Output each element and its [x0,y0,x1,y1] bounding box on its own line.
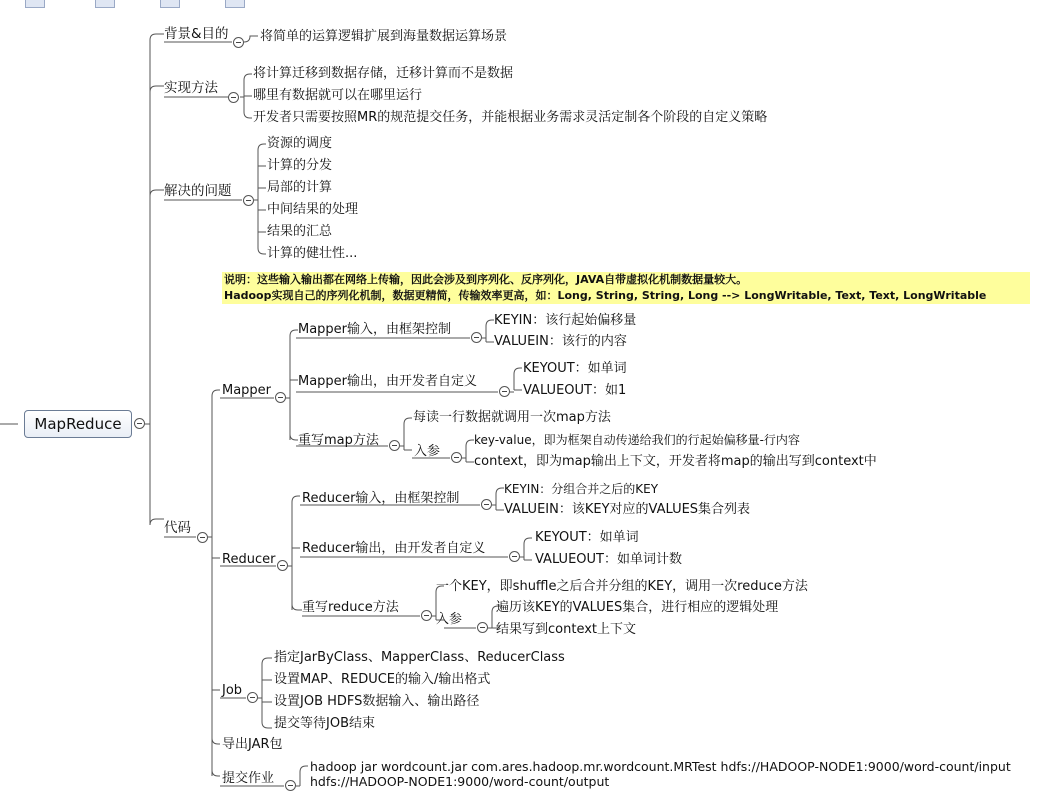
collapse-icon[interactable] [389,440,400,451]
collapse-icon[interactable] [247,692,258,703]
reducer-param-item[interactable]: 结果写到context上下文 [496,622,636,637]
collapse-icon[interactable] [243,195,254,206]
problem-item[interactable]: 中间结果的处理 [267,202,359,217]
problem-item[interactable]: 资源的调度 [267,136,333,151]
branch-problems[interactable]: 解决的问题 [164,183,232,199]
collapse-icon[interactable] [285,780,296,791]
collapse-icon[interactable] [277,560,288,571]
collapse-icon[interactable] [134,418,145,429]
collapse-icon[interactable] [471,332,482,343]
job-item[interactable]: 提交等待JOB结束 [274,716,375,731]
serialization-note [222,272,1030,304]
mapper-input-item[interactable]: KEYIN：该行起始偏移量 [494,313,637,328]
export-jar[interactable]: 导出JAR包 [222,737,283,752]
mapper-output-item[interactable]: KEYOUT：如单词 [523,361,627,376]
collapse-icon[interactable] [275,392,286,403]
reducer-input[interactable]: Reducer输入，由框架控制 [302,491,460,506]
mapper-output[interactable]: Mapper输出，由开发者自定义 [298,374,478,389]
root-node[interactable]: MapReduce [24,410,132,438]
problem-item[interactable]: 计算的健壮性... [267,246,358,261]
collapse-icon[interactable] [481,499,492,510]
collapse-icon[interactable] [509,551,520,562]
reducer-params-label[interactable]: 入参 [436,612,463,627]
job-item[interactable]: 设置JOB HDFS数据输入、输出路径 [274,694,480,709]
collapse-icon[interactable] [421,610,432,621]
mapper-override[interactable]: 重写map方法 [298,433,379,448]
reducer-output-item[interactable]: VALUEOUT：如单词计数 [535,552,682,567]
background-item[interactable]: 将简单的运算逻辑扩展到海量数据运算场景 [260,29,508,44]
reducer-param-item[interactable]: 遍历该KEY的VALUES集合，进行相应的逻辑处理 [496,600,779,615]
job-node[interactable]: Job [222,683,243,698]
problem-item[interactable]: 结果的汇总 [267,224,333,239]
method-item[interactable]: 哪里有数据就可以在哪里运行 [253,88,423,103]
reducer-node[interactable]: Reducer [222,552,276,567]
mapper-input-item[interactable]: VALUEIN：该行的内容 [494,334,627,349]
reducer-input-item[interactable]: KEYIN：分组合并之后的KEY [504,482,659,496]
collapse-icon[interactable] [499,386,510,397]
mapper-override-item[interactable]: 每读一行数据就调用一次map方法 [413,410,611,425]
reducer-output[interactable]: Reducer输出，由开发者自定义 [302,541,486,556]
job-item[interactable]: 指定JarByClass、MapperClass、ReducerClass [274,650,565,665]
mapper-params-label[interactable]: 入参 [414,444,441,459]
collapse-icon[interactable] [228,92,239,103]
reducer-output-item[interactable]: KEYOUT：如单词 [535,530,639,545]
mapper-param-item[interactable]: key-value，即为框架自动传递给我们的行起始偏移量-行内容 [474,433,800,447]
reducer-input-item[interactable]: VALUEIN：该KEY对应的VALUES集合列表 [504,502,751,517]
collapse-icon[interactable] [233,37,244,48]
mapper-output-item[interactable]: VALUEOUT：如1 [523,383,627,398]
reducer-override-item[interactable]: 一个KEY，即shuffle之后合并分组的KEY，调用一次reduce方法 [436,579,808,594]
collapse-icon[interactable] [197,532,208,543]
method-item[interactable]: 将计算迁移到数据存储，迁移计算而不是数据 [253,66,514,81]
submit-job[interactable]: 提交作业 [222,771,275,786]
problem-item[interactable]: 计算的分发 [267,158,333,173]
branch-code[interactable]: 代码 [164,520,191,536]
job-item[interactable]: 设置MAP、REDUCE的输入/输出格式 [274,672,491,687]
collapse-icon[interactable] [477,622,488,633]
mapper-input[interactable]: Mapper输入，由框架控制 [298,322,452,337]
mapper-param-item[interactable]: context，即为map输出上下文，开发者将map的输出写到context中 [474,454,877,469]
note-line: Hadoop实现自己的序列化机制，数据更精简，传输效率更高，如：Long, String, String, Long --> LongWritable, Text, Text, LongWritable [224,289,987,302]
reducer-override[interactable]: 重写reduce方法 [302,600,399,615]
submit-command-line[interactable]: hadoop jar wordcount.jar com.ares.hadoop.mr.wordcount.MRTest hdfs://HADOOP-NODE1:9000/word-count/input [310,759,1011,774]
submit-command-line[interactable]: hdfs://HADOOP-NODE1:9000/word-count/output [310,774,610,789]
branch-method[interactable]: 实现方法 [164,80,218,96]
mapper-node[interactable]: Mapper [222,383,272,398]
collapse-icon[interactable] [451,452,462,463]
problem-item[interactable]: 局部的计算 [267,180,333,195]
branch-background[interactable]: 背景&目的 [164,26,229,42]
method-item[interactable]: 开发者只需要按照MR的规范提交任务，并能根据业务需求灵活定制各个阶段的自定义策略 [253,110,768,125]
note-line: 说明：这些输入输出都在网络上传输，因此会涉及到序列化、反序列化，JAVA自带虚拟化机制数据量较大。 [224,273,748,286]
